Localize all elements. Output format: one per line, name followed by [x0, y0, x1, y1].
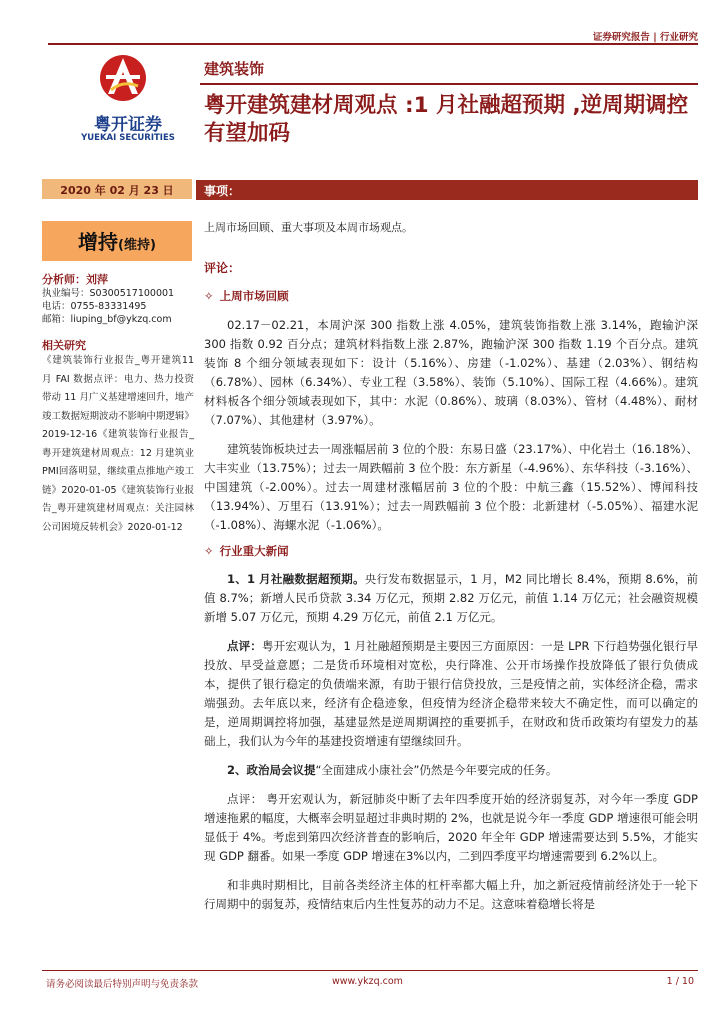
- rating: [42, 226, 192, 255]
- meta-separator: |: [653, 32, 657, 43]
- industry-news-body: [204, 570, 698, 914]
- summary-text: 上周市场回顾、重大事项及本周市场观点。: [204, 221, 413, 234]
- section-market-review-label: 上周市场回顾: [219, 289, 289, 303]
- comment-2: 点评： 粤开宏观认为，新冠肺炎中断了去年四季度开始的经济弱复苏，对今年一季度 GDP 增速拖累的幅度，大概率会明显超过非典时期的 2%，也就是说今年一季度 GDP 增速很可能会明显低于 4%。考虑到第四次经济普查的影响后，2020 年全年 GDP 增速需要达到 5.5%，才能实现 GDP 翻番。如果一季度 GDP 增速在3%以内，二到四季度平均增速需要到 6.2%以上。: [204, 792, 698, 863]
- market-review-para-2: 建筑装饰板块过去一周涨幅居前 3 位的个股：东易日盛（23.17%）、中化岩土（16.18%）、大丰实业（13.75%）；过去一周跌幅前 3 位个股：东方新星（-4.96%）、东华科技（-3.16%）、中国建筑（-2.00%）。过去一周建材涨幅居前 3 位的个股：中航三鑫（15.52%）、博闻科技（13.94%）、万里石（13.91%）；过去一周跌幅前 3 位个股：北新建材（-5.05%）、福建水泥（-1.08%）、海螺水泥（-1.06%）。: [204, 442, 698, 532]
- closing-paragraph: 和非典时期相比，目前各类经济主体的杠杆率都大幅上升，加之新冠疫情前经济处于一轮下行周期中的弱复苏，疫情结束后内生性复苏的动力不足。这意味着稳增长将是: [204, 878, 698, 911]
- footer-page-number: 1 / 10: [666, 976, 694, 987]
- section-industry-news: [204, 543, 289, 559]
- comment-1: [204, 637, 698, 751]
- related-research-list: 《建筑装饰行业报告_粤开建筑11 月 FAI 数据点评：电力、热力投资带动 11 月广义基建增速回升，地产竣工数据短期波动不影响中期逻辑》2019-12-16《建筑装饰行业报告_粤开建筑建材周观点：12 月建筑业 PMI回落明显，继续重点推地产竣工链》2020-01-05《建筑装饰行业报告_粤开建筑建材周观点：关注园林公司困境反转机会》2020-01-12: [42, 355, 195, 533]
- logo-en-text: YUEKAI SECURITIES: [81, 133, 175, 143]
- news-1: [204, 570, 698, 627]
- company-logo: [78, 50, 188, 150]
- report-type: 证券研究报告: [592, 32, 650, 43]
- logo-cn-text: 粤开证券: [94, 115, 162, 135]
- report-date: 2020 年 02 月 23 日: [60, 184, 174, 197]
- footer-disclaimer[interactable]: 请务必阅读最后特别声明与免责条款: [46, 979, 199, 990]
- footer-website[interactable]: www.ykzq.com: [332, 976, 403, 987]
- report-category: 行业研究: [659, 32, 698, 43]
- top-rule: [48, 43, 698, 45]
- issue-banner-label: 事项：: [204, 184, 241, 198]
- related-research-title: 相关研究: [42, 339, 86, 352]
- news-2-body: “全面建成小康社会”仍然是今年要完成的任务。: [315, 763, 558, 777]
- diamond-icon: ✧: [204, 544, 214, 558]
- news-2-head: 2、政治局会议提: [227, 763, 316, 777]
- analyst-contact: [42, 287, 202, 326]
- diamond-icon: ✧: [204, 289, 214, 303]
- issue-banner: [196, 180, 698, 200]
- industry-label: 建筑装饰: [204, 60, 265, 78]
- section-market-review: [204, 288, 289, 304]
- review-heading: 评论：: [204, 261, 241, 275]
- section-industry-news-label: 行业重大新闻: [219, 544, 289, 558]
- market-review-body: [204, 316, 698, 535]
- market-review-para-1: 02.17－02.21，本周沪深 300 指数上涨 4.05%，建筑装饰指数上涨 3.14%，跑输沪深 300 指数 0.92 百分点；建筑材料指数上涨 2.87%，跑输沪深 300 指数 1.19 个百分点。建筑装饰 8 个细分领域表现如下：设计（5.16%）、房建（-1.02%）、基建（2.03%）、钢结构（6.78%）、园林（6.34%）、专业工程（3.58%）、装饰（5.10%）、国际工程（4.66%）。建筑材料板各个细分领域表现如下，其中：水泥（0.86%）、玻璃（8.03%）、管材（4.48%）、耐材（7.07%）、其他建材（3.97%）。: [204, 318, 698, 427]
- analyst-email[interactable]: 邮箱：liuping_bf@ykzq.com: [42, 314, 172, 325]
- industry-rule: [200, 83, 698, 85]
- news-2: [204, 761, 698, 780]
- analyst-title: 分析师：刘萍: [42, 273, 108, 286]
- footer-rule: [42, 970, 698, 971]
- news-1-head: 1、1 月社融数据超预期。: [227, 572, 365, 586]
- rating-sub: (维持): [118, 238, 156, 253]
- comment-1-body: 粤开宏观认为，1 月社融超预期是主要因三方面原因：一是 LPR 下行趋势强化银行早投放、早受益意愿；二是货币环境相对宽松，央行降准、公开市场操作投放降低了银行负债成本，提供了银行稳定的负债端来源，有助于银行信贷投放，三是疫情之前，实体经济企稳，需求端强劲。去年底以来，经济有企稳迹象，但疫情为经济企稳带来较大不确定性，而可以确定的是，逆周期调控将加强，基建显然是逆周期调控的重要抓手，在财政和货币政策均有望发力的基础上，我们认为今年的基建投资增速有望继续回升。: [204, 639, 698, 748]
- news-1-body: 央行发布数据显示，1 月，M2 同比增长 8.4%，预期 8.6%，前值 8.7%；新增人民币贷款 3.34 万亿元，预期 2.82 万亿元，前值 1.14 万亿元；社会融资规模新增 5.07 万亿元，预期 4.29 万亿元，前值 2.1 万亿元。: [204, 572, 699, 624]
- report-type-meta: [593, 29, 698, 43]
- analyst-license: 执业编号：S0300517100001: [42, 288, 175, 299]
- rating-main: 增持: [78, 230, 119, 254]
- report-title: 粤开建筑建材周观点 :1 月社融超预期 ,逆周期调控有望加码: [204, 93, 689, 146]
- comment-1-head: 点评：: [227, 639, 262, 653]
- analyst-phone: 电话：0755-83331495: [42, 301, 147, 312]
